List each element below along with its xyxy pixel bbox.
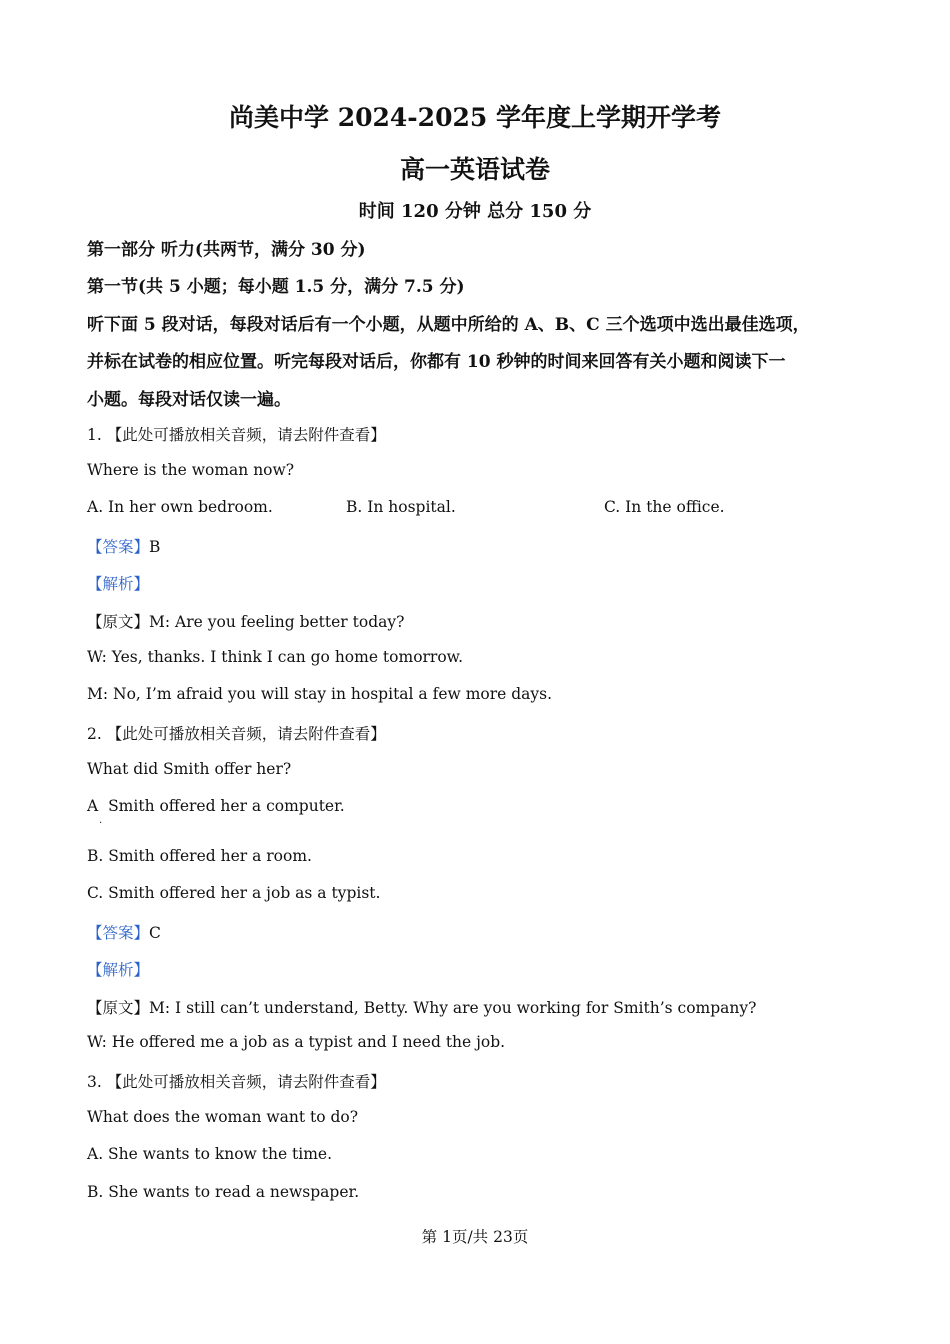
q1-transcript-line-1 bbox=[87, 610, 404, 632]
q3-number: 3. bbox=[87, 1073, 107, 1091]
q3-question: What does the woman want to do? bbox=[87, 1108, 359, 1126]
q1-original-tag: 【原文】 bbox=[87, 613, 150, 631]
q1-option-c: C. In the office. bbox=[604, 498, 725, 516]
q1-answer: B bbox=[149, 538, 161, 556]
q2-option-a-letter: A bbox=[87, 797, 99, 815]
q1-option-a: A. In her own bedroom. bbox=[87, 498, 273, 516]
q2-option-b: B. Smith offered her a room. bbox=[87, 847, 312, 865]
q1-question: Where is the woman now? bbox=[87, 461, 295, 479]
q2-transcript-line-2: W: He offered me a job as a typist and I need the job. bbox=[87, 1033, 506, 1051]
instructions-line-2: 并标在试卷的相应位置。听完每段对话后，你都有 10 秒钟的时间来回答有关小题和阅读下一 bbox=[87, 352, 786, 372]
q2-answer: C bbox=[149, 924, 161, 942]
part-heading: 第一部分 听力(共两节，满分 30 分) bbox=[87, 240, 366, 260]
q1-answer-tag: 【答案】 bbox=[87, 538, 150, 556]
q2-audio-line bbox=[87, 722, 386, 744]
q1-transcript-text-1: M: Are you feeling better today? bbox=[149, 613, 405, 631]
q2-transcript-text-1: M: I still can’t understand, Betty. Why are you working for Smith’s company? bbox=[149, 999, 757, 1017]
q2-question: What did Smith offer her? bbox=[87, 760, 292, 778]
exam-subtitle: 高一英语试卷 bbox=[399, 155, 550, 184]
instructions-line-1: 听下面 5 段对话，每段对话后有一个小题，从题中所给的 A、B、C 三个选项中选出最佳选项， bbox=[87, 315, 810, 335]
q1-answer-line bbox=[87, 535, 160, 557]
q2-option-a bbox=[87, 797, 345, 815]
q3-option-b: B. She wants to read a newspaper. bbox=[87, 1183, 360, 1201]
q1-number: 1. bbox=[87, 426, 107, 444]
q1-option-b: B. In hospital. bbox=[346, 498, 456, 516]
q2-answer-line bbox=[87, 921, 161, 943]
q2-option-a-text: Smith offered her a computer. bbox=[108, 797, 345, 815]
exam-title: 尚美中学 2024-2025 学年度上学期开学考 bbox=[229, 103, 721, 132]
q1-transcript-line-3: M: No, I’m afraid you will stay in hospital a few more days. bbox=[87, 685, 553, 703]
q2-option-c: C. Smith offered her a job as a typist. bbox=[87, 884, 381, 902]
section-heading: 第一节(共 5 小题；每小题 1.5 分，满分 7.5 分) bbox=[87, 277, 465, 297]
q3-option-a: A. She wants to know the time. bbox=[87, 1145, 333, 1163]
q2-audio-link[interactable]: 【此处可播放相关音频，请去附件查看】 bbox=[106, 725, 386, 743]
q2-answer-tag: 【答案】 bbox=[87, 924, 150, 942]
instructions-line-3: 小题。每段对话仅读一遍。 bbox=[87, 390, 291, 410]
q1-audio-link[interactable]: 【此处可播放相关音频，请去附件查看】 bbox=[106, 426, 386, 444]
q3-audio-link[interactable]: 【此处可播放相关音频，请去附件查看】 bbox=[106, 1073, 386, 1091]
page-number: 第 1页/共 23页 bbox=[421, 1228, 529, 1246]
exam-time-info: 时间 120 分钟 总分 150 分 bbox=[358, 201, 592, 222]
q2-analysis-tag: 【解析】 bbox=[87, 961, 150, 979]
q1-audio-line bbox=[87, 423, 386, 445]
q2-transcript-line-1 bbox=[87, 996, 756, 1018]
q2-number: 2. bbox=[87, 725, 107, 743]
q3-audio-line bbox=[87, 1070, 386, 1092]
q2-option-a-dot: . bbox=[99, 815, 103, 826]
q1-transcript-line-2: W: Yes, thanks. I think I can go home tomorrow. bbox=[87, 648, 464, 666]
q1-analysis-tag: 【解析】 bbox=[87, 575, 150, 593]
q2-original-tag: 【原文】 bbox=[87, 999, 150, 1017]
